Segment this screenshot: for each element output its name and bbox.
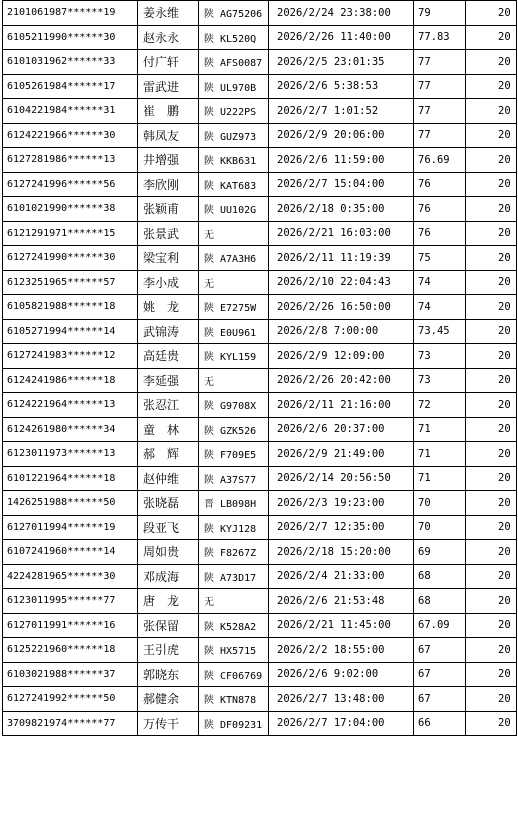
driver-name-cell: 唐 龙: [138, 589, 199, 614]
table-row: [3, 515, 517, 540]
id-number-cell: 6123011973******13: [3, 442, 138, 467]
driver-name-cell: 李欣刚: [138, 172, 199, 197]
id-number-cell: 6127241983******12: [3, 344, 138, 369]
driver-name-cell: 段亚飞: [138, 515, 199, 540]
driver-name-cell: 郝 辉: [138, 442, 199, 467]
plate-number-cell: 陕 F8267Z: [199, 540, 269, 565]
table-row: [3, 148, 517, 173]
plate-number-cell: 陕 DF09231: [199, 711, 269, 736]
points-cell: 20: [466, 662, 517, 687]
violation-time-cell: 2026/2/9 20:06:00: [269, 123, 414, 148]
score-cell: 70: [414, 515, 466, 540]
plate-number-cell: 陕 UL970B: [199, 74, 269, 99]
id-number-cell: 1426251988******50: [3, 491, 138, 516]
plate-number-cell: 陕 G9708X: [199, 393, 269, 418]
plate-number-cell: 陕 KL520Q: [199, 25, 269, 50]
id-number-cell: 6104221984******31: [3, 99, 138, 124]
driver-name-cell: 张景武: [138, 221, 199, 246]
points-cell: 20: [466, 466, 517, 491]
table-row: [3, 319, 517, 344]
violation-time-cell: 2026/2/6 11:59:00: [269, 148, 414, 173]
violation-time-cell: 2026/2/6 9:02:00: [269, 662, 414, 687]
violation-time-cell: 2026/2/6 21:53:48: [269, 589, 414, 614]
id-number-cell: 6105211990******30: [3, 25, 138, 50]
id-number-cell: 2101061987******19: [3, 1, 138, 26]
score-cell: 76: [414, 221, 466, 246]
violation-time-cell: 2026/2/26 11:40:00: [269, 25, 414, 50]
driver-name-cell: 邓成海: [138, 564, 199, 589]
score-cell: 67: [414, 638, 466, 663]
plate-number-cell: 陕 A7A3H6: [199, 246, 269, 271]
points-cell: 20: [466, 564, 517, 589]
table-row: [3, 711, 517, 736]
score-cell: 68: [414, 589, 466, 614]
violation-time-cell: 2026/2/14 20:56:50: [269, 466, 414, 491]
score-cell: 71: [414, 417, 466, 442]
points-cell: 20: [466, 442, 517, 467]
violation-time-cell: 2026/2/26 20:42:00: [269, 368, 414, 393]
id-number-cell: 6103021988******37: [3, 662, 138, 687]
driver-name-cell: 周如贵: [138, 540, 199, 565]
driver-name-cell: 高廷贵: [138, 344, 199, 369]
points-cell: 20: [466, 25, 517, 50]
points-cell: 20: [466, 99, 517, 124]
points-cell: 20: [466, 515, 517, 540]
driver-name-cell: 王引虎: [138, 638, 199, 663]
id-number-cell: 6124261980******34: [3, 417, 138, 442]
id-number-cell: 6101031962******33: [3, 50, 138, 75]
score-cell: 75: [414, 246, 466, 271]
points-cell: 20: [466, 491, 517, 516]
driver-name-cell: 郝健余: [138, 687, 199, 712]
violation-time-cell: 2026/2/7 1:01:52: [269, 99, 414, 124]
violation-time-cell: 2026/2/24 23:38:00: [269, 1, 414, 26]
table-row: [3, 564, 517, 589]
plate-number-cell: 陕 UU102G: [199, 197, 269, 222]
violation-time-cell: 2026/2/3 19:23:00: [269, 491, 414, 516]
id-number-cell: 6123011995******77: [3, 589, 138, 614]
plate-number-cell: 陕 GUZ973: [199, 123, 269, 148]
score-cell: 76: [414, 172, 466, 197]
driver-name-cell: 姜永维: [138, 1, 199, 26]
driver-name-cell: 万传干: [138, 711, 199, 736]
plate-number-cell: 陕 U222PS: [199, 99, 269, 124]
points-cell: 20: [466, 148, 517, 173]
table-row: [3, 344, 517, 369]
table-row: [3, 613, 517, 638]
score-cell: 77: [414, 123, 466, 148]
driver-name-cell: 韩凤友: [138, 123, 199, 148]
points-cell: 20: [466, 589, 517, 614]
driver-name-cell: 童 林: [138, 417, 199, 442]
table-row: [3, 368, 517, 393]
violation-time-cell: 2026/2/7 17:04:00: [269, 711, 414, 736]
score-cell: 72: [414, 393, 466, 418]
points-cell: 20: [466, 123, 517, 148]
id-number-cell: 6127011991******16: [3, 613, 138, 638]
plate-number-cell: 陕 KYL159: [199, 344, 269, 369]
score-cell: 67.09: [414, 613, 466, 638]
points-cell: 20: [466, 393, 517, 418]
violation-time-cell: 2026/2/26 16:50:00: [269, 295, 414, 320]
points-cell: 20: [466, 540, 517, 565]
points-cell: 20: [466, 417, 517, 442]
driver-name-cell: 姚 龙: [138, 295, 199, 320]
id-number-cell: 6121291971******15: [3, 221, 138, 246]
driver-name-cell: 张保留: [138, 613, 199, 638]
plate-number-cell: 无: [199, 368, 269, 393]
plate-number-cell: 陕 AG75206: [199, 1, 269, 26]
plate-number-cell: 陕 F709E5: [199, 442, 269, 467]
points-cell: 20: [466, 197, 517, 222]
id-number-cell: 6127281986******13: [3, 148, 138, 173]
id-number-cell: 6123251965******57: [3, 270, 138, 295]
table-row: [3, 417, 517, 442]
table-row: [3, 270, 517, 295]
table-row: [3, 393, 517, 418]
driver-name-cell: 张颖甫: [138, 197, 199, 222]
table-row: [3, 687, 517, 712]
score-cell: 73.45: [414, 319, 466, 344]
driver-name-cell: 付广轩: [138, 50, 199, 75]
driver-name-cell: 李小成: [138, 270, 199, 295]
id-number-cell: 6107241960******14: [3, 540, 138, 565]
table-row: [3, 589, 517, 614]
plate-number-cell: 陕 K528A2: [199, 613, 269, 638]
driver-name-cell: 崔 鹏: [138, 99, 199, 124]
id-number-cell: 4224281965******30: [3, 564, 138, 589]
points-cell: 20: [466, 1, 517, 26]
points-cell: 20: [466, 319, 517, 344]
violation-time-cell: 2026/2/7 13:48:00: [269, 687, 414, 712]
score-cell: 74: [414, 295, 466, 320]
table-row: [3, 295, 517, 320]
plate-number-cell: 无: [199, 221, 269, 246]
points-cell: 20: [466, 687, 517, 712]
violation-time-cell: 2026/2/21 16:03:00: [269, 221, 414, 246]
table-row: [3, 50, 517, 75]
score-cell: 77: [414, 99, 466, 124]
id-number-cell: 6101221964******18: [3, 466, 138, 491]
table-row: [3, 197, 517, 222]
driver-name-cell: 李延强: [138, 368, 199, 393]
id-number-cell: 6101021990******38: [3, 197, 138, 222]
score-cell: 68: [414, 564, 466, 589]
table-row: [3, 25, 517, 50]
plate-number-cell: 陕 E7275W: [199, 295, 269, 320]
points-cell: 20: [466, 368, 517, 393]
violation-time-cell: 2026/2/8 7:00:00: [269, 319, 414, 344]
id-number-cell: 6127241990******30: [3, 246, 138, 271]
table-row: [3, 466, 517, 491]
id-number-cell: 6124221966******30: [3, 123, 138, 148]
score-cell: 79: [414, 1, 466, 26]
violation-time-cell: 2026/2/2 18:55:00: [269, 638, 414, 663]
id-number-cell: 6105821988******18: [3, 295, 138, 320]
table-row: [3, 491, 517, 516]
id-number-cell: 6125221960******18: [3, 638, 138, 663]
score-cell: 73: [414, 344, 466, 369]
score-cell: 77: [414, 74, 466, 99]
plate-number-cell: 陕 AFS0087: [199, 50, 269, 75]
id-number-cell: 6105261984******17: [3, 74, 138, 99]
driver-name-cell: 梁宝利: [138, 246, 199, 271]
plate-number-cell: 无: [199, 270, 269, 295]
violation-time-cell: 2026/2/6 5:38:53: [269, 74, 414, 99]
points-cell: 20: [466, 50, 517, 75]
violation-time-cell: 2026/2/5 23:01:35: [269, 50, 414, 75]
points-cell: 20: [466, 613, 517, 638]
violation-time-cell: 2026/2/4 21:33:00: [269, 564, 414, 589]
driver-name-cell: 郭晓东: [138, 662, 199, 687]
points-cell: 20: [466, 270, 517, 295]
driver-name-cell: 张晓磊: [138, 491, 199, 516]
id-number-cell: 3709821974******77: [3, 711, 138, 736]
violation-time-cell: 2026/2/11 11:19:39: [269, 246, 414, 271]
points-cell: 20: [466, 221, 517, 246]
id-number-cell: 6127241996******56: [3, 172, 138, 197]
violation-time-cell: 2026/2/6 20:37:00: [269, 417, 414, 442]
table-row: [3, 246, 517, 271]
points-cell: 20: [466, 711, 517, 736]
violation-time-cell: 2026/2/21 11:45:00: [269, 613, 414, 638]
table-row: [3, 442, 517, 467]
plate-number-cell: 陕 E0U961: [199, 319, 269, 344]
score-cell: 71: [414, 442, 466, 467]
driver-name-cell: 赵永永: [138, 25, 199, 50]
points-cell: 20: [466, 638, 517, 663]
plate-number-cell: 无: [199, 589, 269, 614]
driver-name-cell: 赵仲维: [138, 466, 199, 491]
table-row: [3, 74, 517, 99]
violation-time-cell: 2026/2/18 0:35:00: [269, 197, 414, 222]
plate-number-cell: 陕 KYJ128: [199, 515, 269, 540]
score-cell: 76.69: [414, 148, 466, 173]
table-row: [3, 123, 517, 148]
plate-number-cell: 陕 KTN878: [199, 687, 269, 712]
score-cell: 76: [414, 197, 466, 222]
score-cell: 67: [414, 687, 466, 712]
table-row: [3, 662, 517, 687]
score-cell: 73: [414, 368, 466, 393]
points-cell: 20: [466, 246, 517, 271]
violation-time-cell: 2026/2/9 21:49:00: [269, 442, 414, 467]
score-cell: 70: [414, 491, 466, 516]
points-cell: 20: [466, 295, 517, 320]
score-cell: 66: [414, 711, 466, 736]
points-cell: 20: [466, 344, 517, 369]
score-cell: 69: [414, 540, 466, 565]
violation-time-cell: 2026/2/18 15:20:00: [269, 540, 414, 565]
plate-number-cell: 陕 A37S77: [199, 466, 269, 491]
violation-time-cell: 2026/2/11 21:16:00: [269, 393, 414, 418]
id-number-cell: 6127011994******19: [3, 515, 138, 540]
plate-number-cell: 陕 KAT683: [199, 172, 269, 197]
table-row: [3, 1, 517, 26]
violation-time-cell: 2026/2/10 22:04:43: [269, 270, 414, 295]
table-row: [3, 99, 517, 124]
id-number-cell: 6124241986******18: [3, 368, 138, 393]
score-cell: 67: [414, 662, 466, 687]
plate-number-cell: 陕 CF06769: [199, 662, 269, 687]
score-cell: 77: [414, 50, 466, 75]
score-cell: 74: [414, 270, 466, 295]
plate-number-cell: 陕 HX5715: [199, 638, 269, 663]
violation-time-cell: 2026/2/7 15:04:00: [269, 172, 414, 197]
driver-name-cell: 张忍江: [138, 393, 199, 418]
violation-time-cell: 2026/2/7 12:35:00: [269, 515, 414, 540]
table-row: [3, 540, 517, 565]
score-cell: 77.83: [414, 25, 466, 50]
table-row: [3, 638, 517, 663]
plate-number-cell: 陕 KKB631: [199, 148, 269, 173]
id-number-cell: 6124221964******13: [3, 393, 138, 418]
points-cell: 20: [466, 74, 517, 99]
table-row: [3, 221, 517, 246]
driver-name-cell: 雷武进: [138, 74, 199, 99]
driver-name-cell: 武锦涛: [138, 319, 199, 344]
violation-time-cell: 2026/2/9 12:09:00: [269, 344, 414, 369]
score-cell: 71: [414, 466, 466, 491]
table-row: [3, 172, 517, 197]
driver-name-cell: 井增强: [138, 148, 199, 173]
points-cell: 20: [466, 172, 517, 197]
id-number-cell: 6127241992******50: [3, 687, 138, 712]
plate-number-cell: 晋 LB098H: [199, 491, 269, 516]
plate-number-cell: 陕 A73D17: [199, 564, 269, 589]
table-body: [3, 1, 517, 736]
plate-number-cell: 陕 GZK526: [199, 417, 269, 442]
id-number-cell: 6105271994******14: [3, 319, 138, 344]
violation-table: [2, 0, 517, 736]
